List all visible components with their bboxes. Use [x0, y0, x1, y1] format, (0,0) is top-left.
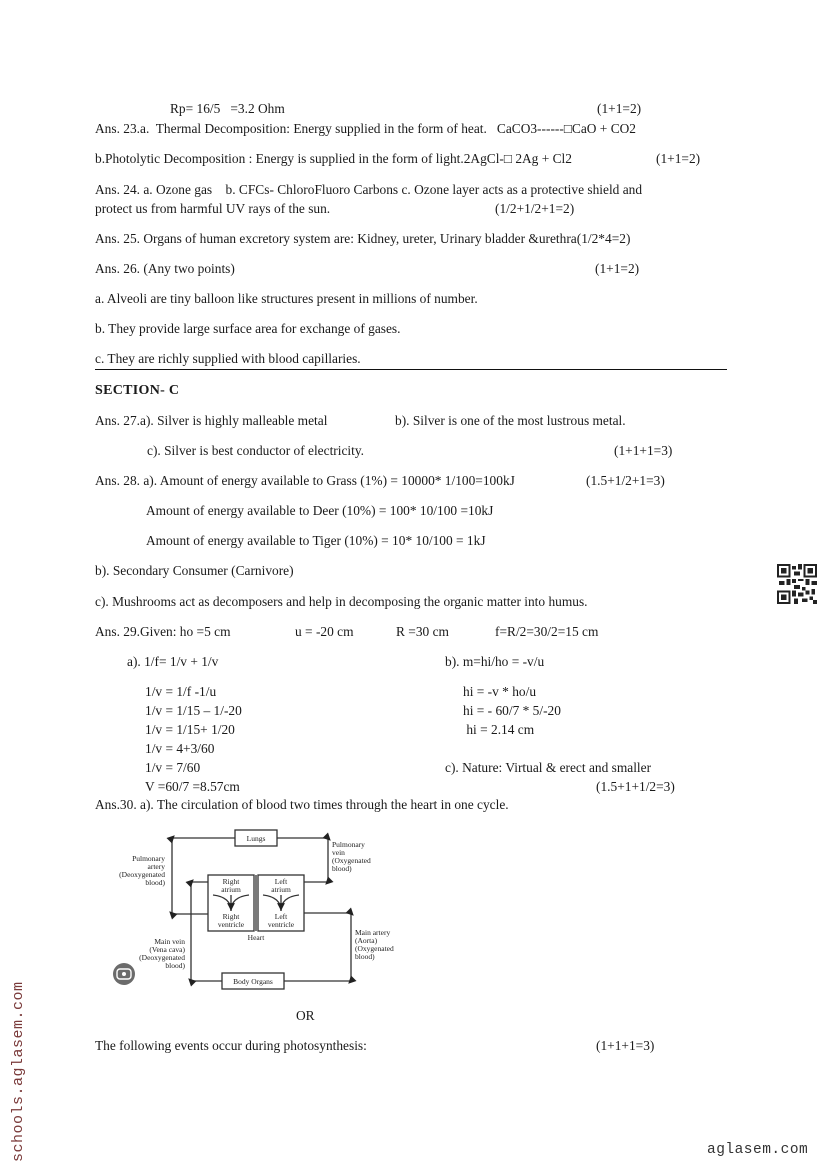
answer-26-point-b: b. They provide large surface area for exchange of gases.: [95, 321, 401, 336]
label-left-ventricle: Left: [274, 912, 288, 921]
rotate-icon: [113, 963, 135, 985]
label-right-ventricle: Right: [222, 912, 240, 921]
label-pulmonary-artery: (Deoxygenated: [119, 870, 165, 879]
marks: (1.5+1+1/2=3): [596, 779, 675, 794]
marks: (1+1+1=3): [596, 1038, 655, 1053]
or-separator: OR: [296, 1008, 315, 1023]
label-pulmonary-vein: vein: [332, 848, 345, 857]
answer-29-u: u = -20 cm: [295, 624, 354, 639]
answer-27b: b). Silver is one of the most lustrous metal.: [395, 413, 626, 428]
label-pulmonary-vein: blood): [332, 864, 352, 873]
label-pulmonary-artery: blood): [145, 878, 165, 887]
section-divider: [95, 369, 727, 370]
answer-25: Ans. 25. Organs of human excretory system are: Kidney, ureter, Urinary bladder &urethra(1/2*4=2): [95, 231, 631, 246]
label-heart: Heart: [247, 933, 265, 942]
label-main-artery: blood): [355, 952, 375, 961]
equation-line: V =60/7 =8.57cm: [145, 779, 240, 794]
label-right-atrium: Right: [222, 877, 240, 886]
marks: (1+1=2): [656, 151, 701, 166]
label-pulmonary-vein: (Oxygenated: [332, 856, 371, 865]
answer-30a: Ans.30. a). The circulation of blood two times through the heart in one cycle.: [95, 797, 509, 812]
answer-27a: Ans. 27.a). Silver is highly malleable metal: [95, 413, 328, 428]
qr-code-icon: [777, 564, 817, 604]
answer-26-point-c: c. They are richly supplied with blood capillaries.: [95, 351, 361, 366]
answer-29a: a). 1/f= 1/v + 1/v: [127, 654, 219, 669]
answer-29-f: f=R/2=30/2=15 cm: [495, 624, 599, 639]
equation-line: 1/v = 1/15 – 1/-20: [145, 703, 242, 718]
answer-29-R: R =30 cm: [396, 624, 449, 639]
label-pulmonary-artery: artery: [147, 862, 165, 871]
label-right-atrium: atrium: [221, 885, 241, 894]
answer-23a: Ans. 23.a. Thermal Decomposition: Energy supplied in the form of heat. CaCO3------□CaO + CO2: [95, 121, 636, 136]
equation-line: 1/v = 7/60: [145, 760, 201, 775]
label-main-vein: (Vena cava): [149, 945, 185, 954]
answer-26: Ans. 26. (Any two points): [95, 261, 235, 276]
label-main-vein: (Deoxygenated: [139, 953, 185, 962]
equation-line: hi = 2.14 cm: [463, 722, 535, 737]
marks: (1.5+1/2+1=3): [586, 473, 665, 488]
label-main-artery: Main artery: [355, 928, 391, 937]
label-pulmonary-vein: Pulmonary: [332, 840, 365, 849]
section-heading: SECTION- C: [95, 383, 180, 398]
equation-line: 1/v = 4+3/60: [145, 741, 215, 756]
side-watermark: schools.aglasem.com: [10, 981, 27, 1162]
equation-line: 1/v = 1/15+ 1/20: [145, 722, 235, 737]
answer-28-deer: Amount of energy available to Deer (10%) = 100* 10/100 =10kJ: [146, 503, 494, 518]
bottom-watermark: aglasem.com: [707, 1142, 809, 1158]
answer-28c: c). Mushrooms act as decomposers and help in decomposing the organic matter into humus.: [95, 594, 588, 609]
label-main-vein: Main vein: [154, 937, 185, 946]
answer-26-point-a: a. Alveoli are tiny balloon like structures present in millions of number.: [95, 291, 478, 306]
label-left-ventricle: ventricle: [267, 920, 295, 929]
answer-27c: c). Silver is best conductor of electricity.: [147, 443, 365, 458]
answer-24-line2: protect us from harmful UV rays of the sun.: [95, 201, 331, 216]
equation-line: hi = -v * ho/u: [463, 684, 537, 699]
equation-line: hi = - 60/7 * 5/-20: [463, 703, 561, 718]
label-main-artery: (Aorta): [355, 936, 378, 945]
label-main-artery: (Oxygenated: [355, 944, 394, 953]
answer-23b: b.Photolytic Decomposition : Energy is supplied in the form of light.2AgCl-□ 2Ag + Cl2: [95, 151, 572, 166]
answer-24-line1: Ans. 24. a. Ozone gas b. CFCs- ChloroFluoro Carbons c. Ozone layer acts as a protective shield and: [95, 182, 643, 197]
answer-29-given: Ans. 29.Given: ho =5 cm: [95, 624, 231, 639]
label-body-organs: Body Organs: [233, 977, 273, 986]
marks: (1/2+1/2+1=2): [495, 201, 575, 216]
label-left-atrium: atrium: [271, 885, 291, 894]
equation-line: 1/v = 1/f -1/u: [145, 684, 217, 699]
answer-29b: b). m=hi/ho = -v/u: [445, 654, 545, 669]
marks: (1+1=2): [597, 101, 642, 116]
label-lungs: Lungs: [246, 834, 266, 843]
answer-30-alternative: The following events occur during photosynthesis:: [95, 1038, 367, 1053]
rp-result: Rp= 16/5 =3.2 Ohm: [170, 101, 285, 116]
answer-28a: Ans. 28. a). Amount of energy available to Grass (1%) = 10000* 1/100=100kJ: [95, 473, 515, 488]
label-left-atrium: Left: [274, 877, 288, 886]
label-pulmonary-artery: Pulmonary: [132, 854, 165, 863]
double-circulation-diagram: [95, 825, 430, 995]
answer-28-tiger: Amount of energy available to Tiger (10%) = 10* 10/100 = 1kJ: [146, 533, 486, 548]
label-main-vein: blood): [165, 961, 185, 970]
marks: (1+1+1=3): [614, 443, 673, 458]
label-right-ventricle: ventricle: [217, 920, 245, 929]
answer-28b: b). Secondary Consumer (Carnivore): [95, 563, 294, 578]
answer-29c: c). Nature: Virtual & erect and smaller: [445, 760, 652, 775]
marks: (1+1=2): [595, 261, 640, 276]
